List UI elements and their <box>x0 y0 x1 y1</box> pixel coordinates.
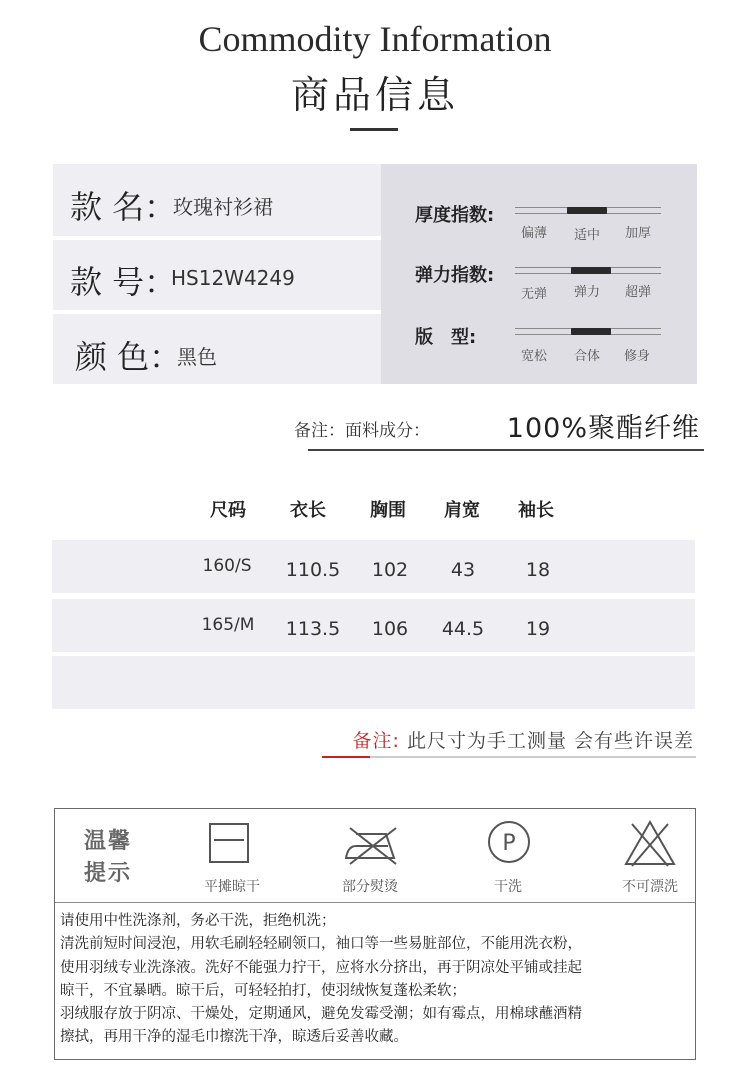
care-divider <box>55 902 695 903</box>
fit-option: 宽松 <box>521 349 548 364</box>
size-note-accent <box>322 756 370 758</box>
title-divider <box>350 128 398 131</box>
care-line: 请使用中性洗涤剂，务必干洗，拒绝机洗； <box>60 913 336 929</box>
size-cell: 19 <box>525 618 551 640</box>
no-iron-icon <box>342 824 402 866</box>
care-line: 晾干，不宜暴晒。晾干后，可轻轻拍打，使羽绒恢复蓬松柔软； <box>60 982 466 999</box>
care-line: 羽绒服存放于阴凉、干燥处，定期通风，避免发霉受潮；如有霉点，用棉球蘸酒精 <box>60 1006 582 1023</box>
care-label-flat-dry: 平摊晾干 <box>204 879 260 895</box>
thickness-option: 偏薄 <box>521 226 548 241</box>
product-code-row <box>53 240 381 310</box>
size-header: 衣长 <box>290 500 326 521</box>
elasticity-marker <box>571 267 611 274</box>
size-cell: 106 <box>371 618 409 640</box>
size-header: 肩宽 <box>444 500 480 521</box>
care-title-line: 提示 <box>84 861 133 886</box>
product-color-value: 黑色 <box>177 345 217 369</box>
product-color-label: 颜 色： <box>75 338 182 376</box>
size-cell: 44.5 <box>441 618 485 640</box>
elasticity-option: 无弹 <box>521 287 548 302</box>
product-name-row <box>53 164 381 236</box>
care-label-no-iron: 部分熨烫 <box>342 879 398 895</box>
thickness-marker <box>567 207 607 214</box>
product-code-value: HS12W4249 <box>171 266 295 290</box>
care-line: 擦拭，再用干净的湿毛巾擦洗干净，晾透后妥善收藏。 <box>60 1029 408 1046</box>
elasticity-option: 超弹 <box>625 285 652 300</box>
page-title-en: Commodity Information <box>198 19 552 59</box>
size-cell: 165/M <box>201 615 255 635</box>
care-title-line: 温馨 <box>84 829 133 854</box>
product-code-label: 款 号： <box>70 263 177 301</box>
fit-label: 版 型: <box>415 327 477 348</box>
elasticity-index-label: 弹力指数: <box>415 265 495 286</box>
product-color-row <box>53 314 381 384</box>
fit-option: 合体 <box>574 349 601 364</box>
fabric-note-label: 备注：面料成分： <box>294 421 430 441</box>
flat-dry-icon <box>206 820 252 866</box>
size-header: 尺码 <box>210 500 246 521</box>
size-note-text: 此尺寸为手工测量 会有些许误差 <box>406 730 694 752</box>
size-cell: 18 <box>525 559 551 581</box>
size-cell: 102 <box>371 559 409 581</box>
table-row-empty <box>52 656 695 709</box>
size-header: 胸围 <box>370 500 406 521</box>
care-label-no-bleach: 不可漂洗 <box>622 879 678 895</box>
size-cell: 160/S <box>202 556 252 576</box>
page-title-cn: 商品信息 <box>290 73 459 117</box>
size-cell: 110.5 <box>285 559 341 581</box>
care-line: 使用羽绒专业洗涤液。洗好不能强力拧干，应将水分挤出，再于阴凉处平铺或挂起 <box>60 959 582 976</box>
product-name-value: 玫瑰衬衫裙 <box>173 195 273 219</box>
care-title <box>84 826 132 890</box>
product-name-label: 款 名： <box>70 188 177 226</box>
care-label-dry-clean: 干洗 <box>494 879 522 895</box>
thickness-option: 加厚 <box>625 226 652 241</box>
fit-option: 修身 <box>624 349 651 364</box>
size-note-underline <box>322 756 696 758</box>
svg-text:P: P <box>502 831 516 856</box>
fabric-note-underline <box>308 449 704 451</box>
elasticity-option: 弹力 <box>574 285 601 300</box>
care-line: 清洗前短时间浸泡，用软毛刷轻轻刷领口，袖口等一些易脏部位，不能用洗衣粉， <box>60 936 582 953</box>
size-note <box>353 726 695 753</box>
dry-clean-p-icon <box>485 820 533 868</box>
fabric-note-value: 100%聚酯纤维 <box>506 413 700 444</box>
fit-marker <box>571 328 611 335</box>
index-panel <box>381 164 697 384</box>
size-note-label: 备注: <box>352 730 400 752</box>
care-instructions <box>60 910 692 1050</box>
size-cell: 113.5 <box>285 618 341 640</box>
size-header: 袖长 <box>518 500 554 521</box>
thickness-index-label: 厚度指数: <box>415 205 495 226</box>
size-cell: 43 <box>450 559 476 581</box>
no-bleach-icon <box>624 820 676 868</box>
thickness-option: 适中 <box>574 228 601 243</box>
